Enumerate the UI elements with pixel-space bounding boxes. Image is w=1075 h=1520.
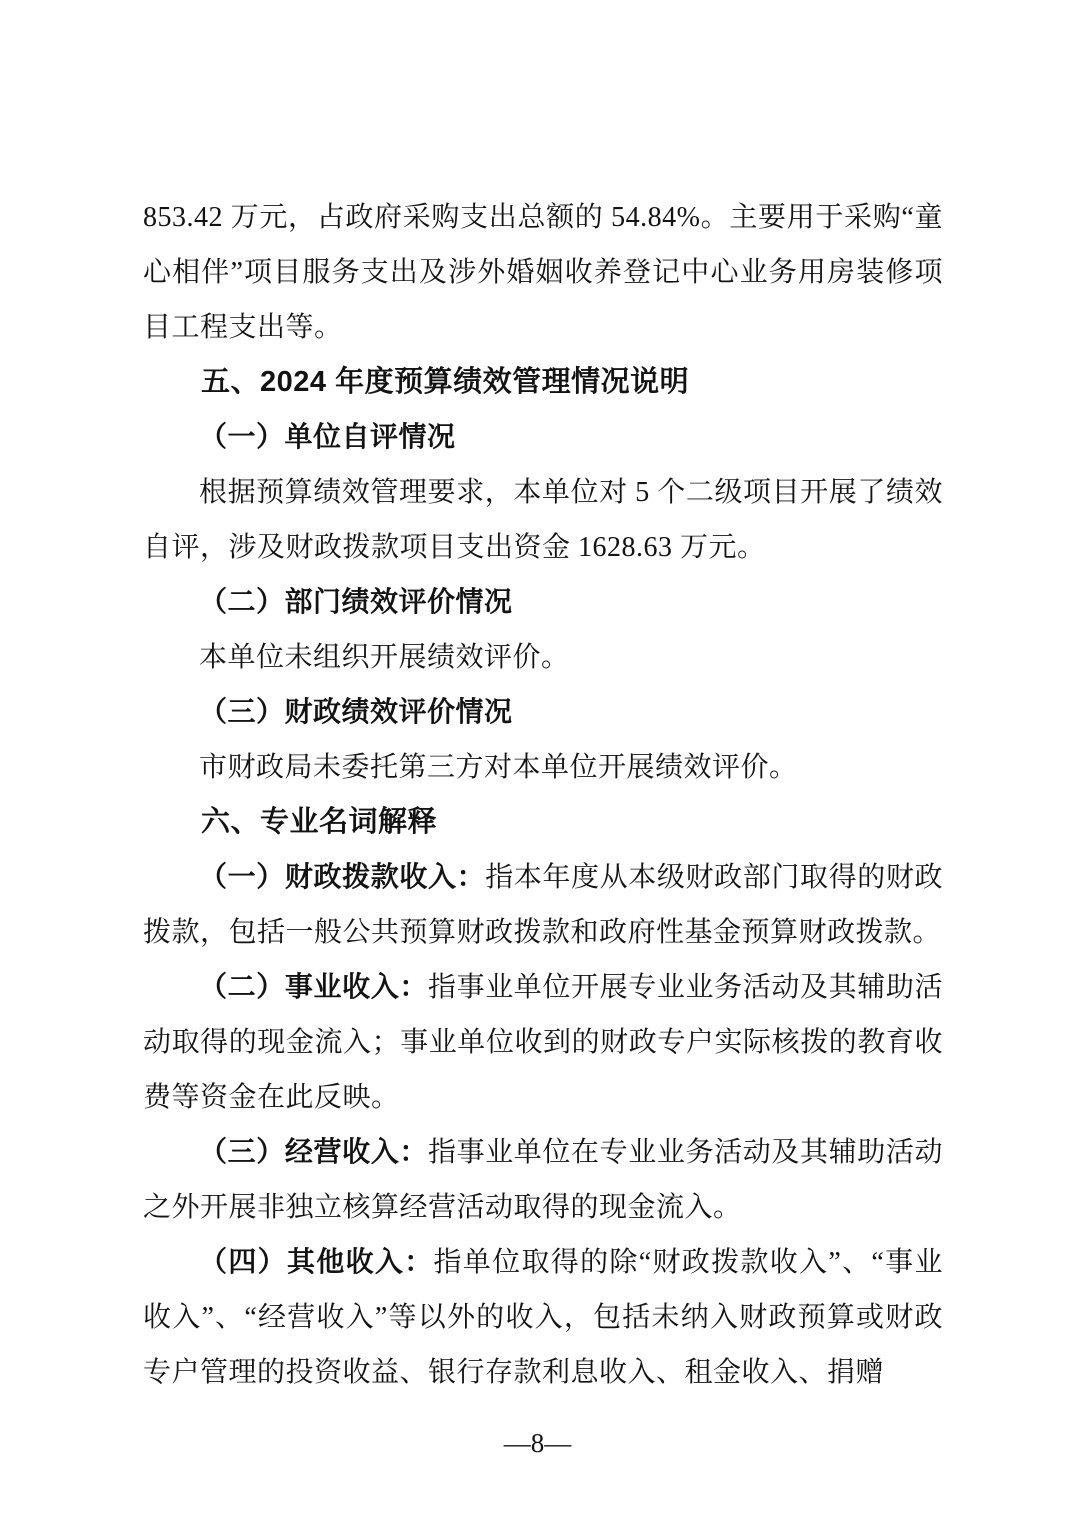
term-label: （二）事业收入： — [199, 972, 428, 1003]
body-paragraph: 市财政局未委托第三方对本单位开展绩效评价。 — [199, 752, 798, 783]
section-heading: 六、专业名词解释 — [201, 806, 438, 838]
body-paragraph: 853.42 万元，占政府采购支出总额的 54.84%。主要用于采购“童心相伴”项目服务支出及涉外婚姻收养登记中心业务用房装修项目工程支出等。 — [143, 202, 943, 343]
subsection-heading: （二）部门绩效评价情况 — [199, 587, 513, 618]
document-body — [143, 190, 943, 1400]
term-definition-text: 指事业单位在专业业务活动及其辅助活动之外开展非独立核算经营活动取得的现金流入。 — [143, 1137, 943, 1223]
term-definition-paragraph — [143, 960, 943, 1125]
term-label: （三）经营收入： — [199, 1137, 428, 1168]
subsection-heading: （一）单位自评情况 — [199, 422, 456, 453]
term-definition-text: 指本年度从本级财政部门取得的财政拨款，包括一般公共预算财政拨款和政府性基金预算财政拨款。 — [143, 862, 943, 948]
page-footer — [0, 1416, 1075, 1471]
section-heading: 五、2024 年度预算绩效管理情况说明 — [201, 366, 690, 398]
term-label: （一）财政拨款收入： — [199, 862, 486, 893]
body-paragraph: 本单位未组织开展绩效评价。 — [199, 642, 570, 673]
term-definition-paragraph — [143, 1235, 943, 1400]
term-definition-paragraph — [143, 850, 943, 960]
page-number: —8— — [503, 1428, 572, 1458]
term-definition-text: 指事业单位开展专业业务活动及其辅助活动取得的现金流入；事业单位收到的财政专户实际核拨的教育收费等资金在此反映。 — [143, 972, 943, 1113]
term-definition-paragraph — [143, 1125, 943, 1235]
term-label: （四）其他收入： — [199, 1247, 434, 1278]
subsection-heading: （三）财政绩效评价情况 — [199, 697, 513, 728]
term-definition-text: 指单位取得的除“财政拨款收入”、“事业收入”、“经营收入”等以外的收入，包括未纳入财政预算或财政专户管理的投资收益、银行存款利息收入、租金收入、捐赠 — [143, 1247, 943, 1388]
body-paragraph: 根据预算绩效管理要求，本单位对 5 个二级项目开展了绩效自评，涉及财政拨款项目支出资金 1628.63 万元。 — [143, 477, 943, 563]
